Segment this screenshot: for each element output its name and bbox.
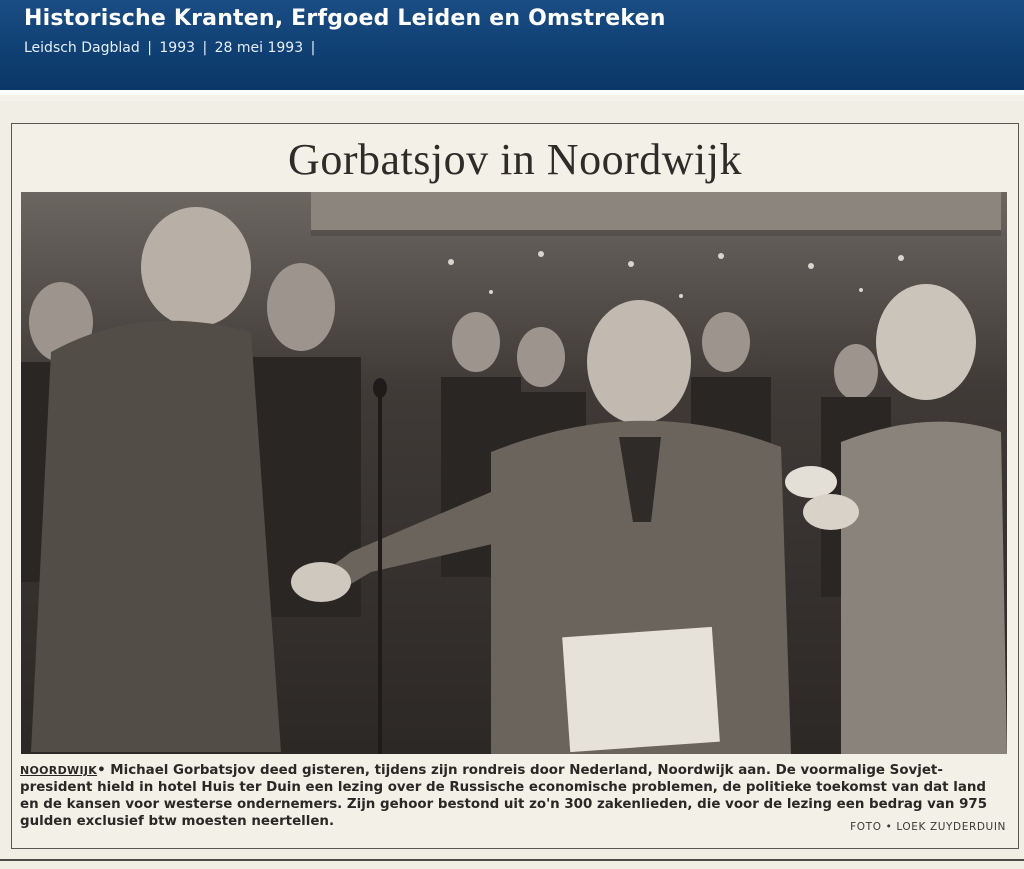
breadcrumb-year[interactable]: 1993 <box>159 40 196 56</box>
credit-name: LOEK ZUYDERDUIN <box>896 821 1006 833</box>
breadcrumb-separator: | <box>147 40 152 56</box>
newspaper-page-scan <box>0 101 1024 869</box>
site-title[interactable]: Historische Kranten, Erfgoed Leiden en Omstreken <box>24 6 666 31</box>
dateline-marker: • <box>97 763 106 778</box>
credit-label: FOTO <box>850 821 882 833</box>
site-header <box>0 0 1024 90</box>
credit-marker: • <box>885 821 893 833</box>
article-headline: Gorbatsjov in Noordwijk <box>288 135 742 184</box>
caption-text: Michael Gorbatsjov deed gisteren, tijdens zijn rondreis door Nederland, Noordwijk aan. De voormalige Sovjet-president hield in hotel Huis ter Duin een lezing over de Russische economische problemen, de politieke toekomst van dat land en de kansen voor westerse ondernemers. Zijn gehoor bestond uit zo'n 300 zakenlieden, die voor de lezing een bedrag van 975 gulden exclusief btw moesten neertellen. <box>20 763 988 829</box>
photo-credit <box>850 821 1006 833</box>
breadcrumb-separator: | <box>310 40 316 56</box>
article-clipping <box>11 123 1019 849</box>
photo-caption <box>20 762 1008 830</box>
newspaper-viewer[interactable] <box>0 95 1024 869</box>
breadcrumb-separator: | <box>202 40 208 56</box>
page-rule <box>0 859 1024 861</box>
breadcrumb <box>24 40 318 56</box>
photo-illustration <box>21 192 1007 754</box>
breadcrumb-newspaper[interactable]: Leidsch Dagblad <box>24 40 140 56</box>
breadcrumb-date[interactable]: 28 mei 1993 <box>214 40 304 56</box>
caption-dateline: NOORDWIJK <box>20 764 98 777</box>
article-photo <box>21 192 1007 754</box>
